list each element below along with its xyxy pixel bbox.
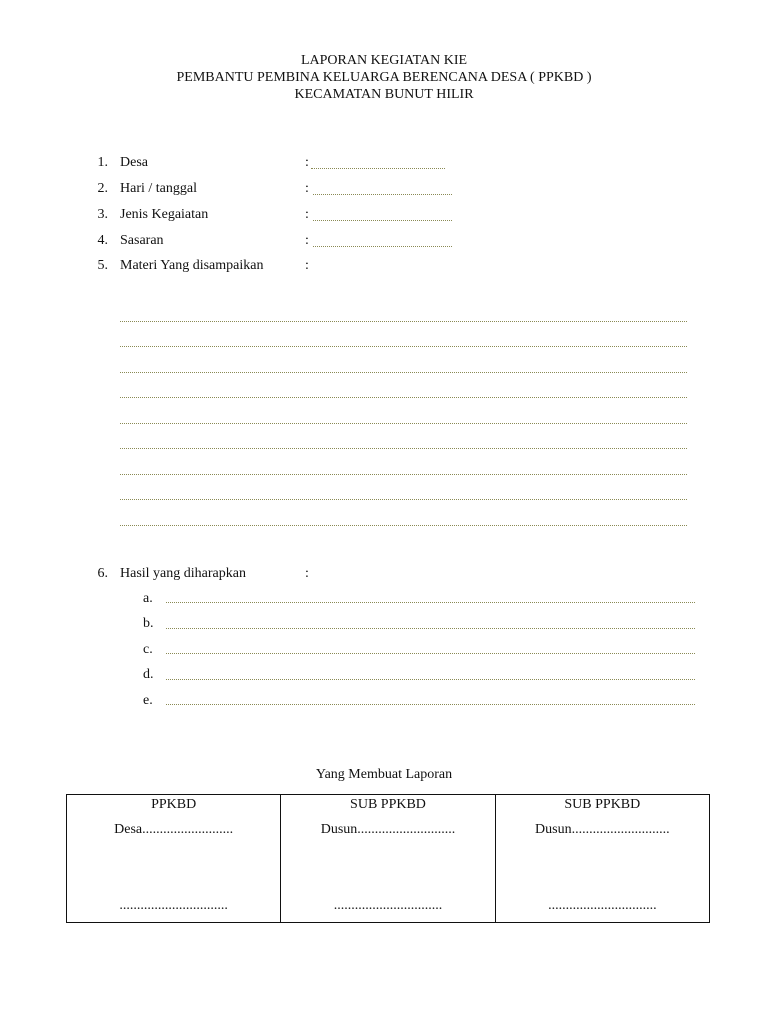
hasil-item-line[interactable]	[166, 678, 695, 680]
hasil-item-line[interactable]	[166, 601, 695, 603]
field-colon: :	[305, 207, 309, 222]
hasil-item-label: c.	[143, 642, 153, 657]
header-district: KECAMATAN BUNUT HILIR	[294, 87, 474, 102]
document-header	[0, 52, 768, 103]
hasil-item-label: b.	[143, 616, 154, 631]
hasil-item-line[interactable]	[166, 627, 695, 629]
hasil-item-line[interactable]	[166, 703, 695, 705]
field-label-materi: Materi Yang disampaikan	[120, 258, 264, 273]
materi-line[interactable]	[120, 422, 687, 424]
field-number-desa: 1.	[97, 155, 108, 170]
hasil-item-label: e.	[143, 693, 153, 708]
header-subtitle: PEMBANTU PEMBINA KELUARGA BERENCANA DESA ( PPKBD )	[176, 70, 592, 85]
field-label-jenis: Jenis Kegaiatan	[120, 207, 209, 222]
field-number-sasaran: 4.	[97, 233, 108, 248]
jenis-fill-line[interactable]	[313, 219, 452, 221]
materi-line[interactable]	[120, 473, 687, 475]
materi-line[interactable]	[120, 396, 687, 398]
signature-line: ...............................	[333, 898, 443, 913]
tanggal-fill-line[interactable]	[313, 193, 452, 195]
materi-line[interactable]	[120, 371, 687, 373]
signature-cell-ppkbd	[67, 795, 281, 923]
materi-line[interactable]	[120, 447, 687, 449]
signature-location: Dusun............................	[535, 822, 670, 837]
signature-cell-sub-ppkbd	[281, 795, 495, 923]
materi-line[interactable]	[120, 320, 687, 322]
field-label-hasil: Hasil yang diharapkan	[120, 566, 246, 581]
signature-line: ...............................	[548, 898, 657, 913]
field-label-sasaran: Sasaran	[120, 233, 164, 248]
field-number-tanggal: 2.	[97, 181, 108, 196]
sasaran-fill-line[interactable]	[313, 245, 452, 247]
materi-line[interactable]	[120, 524, 687, 526]
materi-line[interactable]	[120, 345, 687, 347]
field-colon: :	[305, 233, 309, 248]
field-colon: :	[305, 566, 309, 581]
signature-role: SUB PPKBD	[564, 797, 641, 812]
hasil-item-line[interactable]	[166, 652, 695, 654]
header-title: LAPORAN KEGIATAN KIE	[300, 53, 468, 68]
field-colon: :	[305, 181, 309, 196]
signature-role: SUB PPKBD	[350, 797, 426, 812]
signature-cell-sub-ppkbd	[495, 795, 709, 923]
field-label-desa: Desa	[120, 155, 148, 170]
hasil-item-label: d.	[143, 667, 154, 682]
field-number-materi: 5.	[97, 258, 108, 273]
signature-location: Desa..........................	[114, 822, 234, 837]
signature-role: PPKBD	[151, 797, 197, 812]
desa-fill-line[interactable]	[311, 167, 445, 169]
field-colon: :	[305, 258, 309, 273]
field-label-tanggal: Hari / tanggal	[120, 181, 197, 196]
materi-line[interactable]	[120, 498, 687, 500]
hasil-item-label: a.	[143, 591, 153, 606]
signature-table	[66, 794, 710, 923]
field-colon: :	[305, 155, 309, 170]
field-number-hasil: 6.	[97, 566, 108, 581]
signature-location: Dusun............................	[320, 822, 456, 837]
field-number-jenis: 3.	[97, 207, 108, 222]
signature-title: Yang Membuat Laporan	[315, 767, 453, 782]
signature-line: ...............................	[119, 898, 228, 913]
